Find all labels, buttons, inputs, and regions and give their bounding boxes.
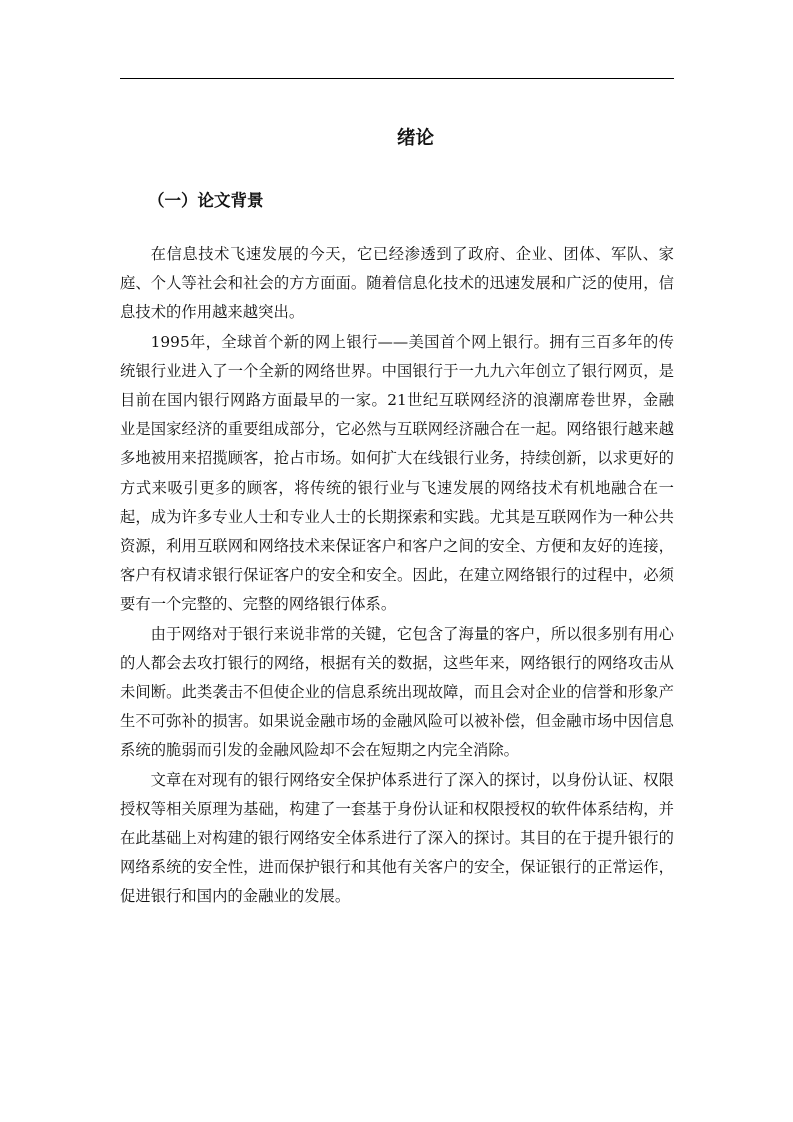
paragraph-2: 1995年，全球首个新的网上银行——美国首个网上银行。拥有三百多年的传统银行业进入了一个全新的网络世界。中国银行于一九九六年创立了银行网页，是目前在国内银行网路方面最早的一家。21世纪互联网经济的浪潮席卷世界，金融业是国家经济的重要组成部分，它必然与互联网经济融合在一起。网络银行越来越多地被用来招揽顾客，抢占市场。如何扩大在线银行业务，持续创新，以求更好的方式来吸引更多的顾客，将传统的银行业与飞速发展的网络技术有机地融合在一起，成为许多专业人士和专业人士的长期探索和实践。尤其是互联网作为一种公共资源，利用互联网和网络技术来保证客户和客户之间的安全、方便和友好的连接，客户有权请求银行保证客户的安全和安全。因此，在建立网络银行的过程中，必须要有一个完整的、完整的网络银行体系。: [120, 332, 674, 614]
body-text: [120, 240, 674, 912]
paragraph-3: 由于网络对于银行来说非常的关键，它包含了海量的客户，所以很多别有用心的人都会去攻打银行的网络，根据有关的数据，这些年来，网络银行的网络攻击从未间断。此类袭击不但使企业的信息系统出现故障，而且会对企业的信誉和形象产生不可弥补的损害。如果说金融市场的金融风险可以被补偿，但金融市场中因信息系统的脆弱而引发的金融风险却不会在短期之内完全消除。: [120, 624, 674, 760]
header-rule: [120, 78, 674, 79]
section-heading: （一）论文背景: [148, 191, 264, 210]
paragraph-4: 文章在对现有的银行网络安全保护体系进行了深入的探讨，以身份认证、权限授权等相关原理为基础，构建了一套基于身份认证和权限授权的软件体系结构，并在此基础上对构建的银行网络安全体系进行了深入的探讨。其目的在于提升银行的网络系统的安全性，进而保护银行和其他有关客户的安全，保证银行的正常运作，促进银行和国内的金融业的发展。: [120, 770, 674, 906]
paragraph-1: 在信息技术飞速发展的今天，它已经渗透到了政府、企业、团体、军队、家庭、个人等社会和社会的方方面面。随着信息化技术的迅速发展和广泛的使用，信息技术的作用越来越突出。: [120, 245, 674, 322]
page-title: 绪论: [396, 128, 434, 149]
